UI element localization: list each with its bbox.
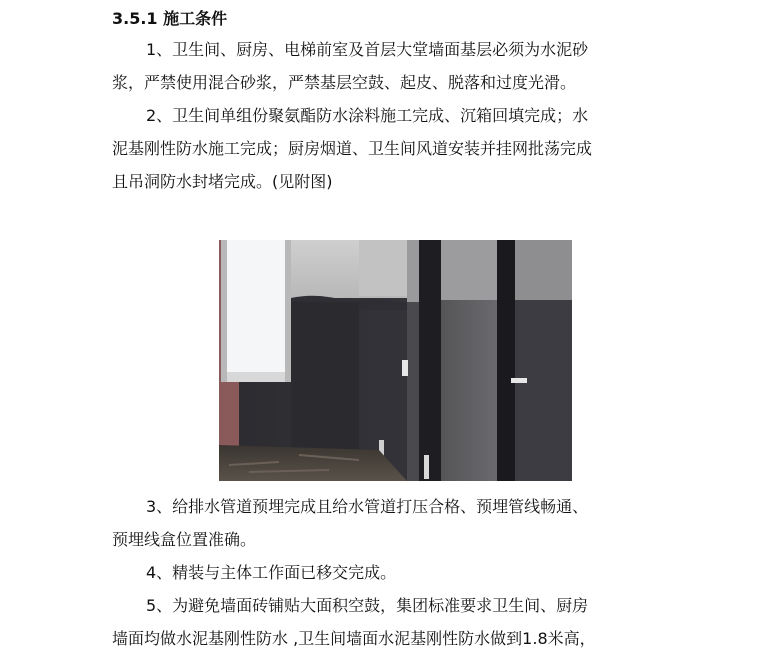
paragraph-5-line-1: 5、为避免墙面砖铺贴大面积空鼓，集团标准要求卫生间、厨房: [146, 596, 589, 615]
paragraph-3-line-2: 预埋线盒位置准确。: [112, 530, 257, 549]
paragraph-3-line-1: 3、给排水管道预埋完成且给水管道打压合格、预埋管线畅通、: [146, 497, 589, 516]
paragraph-2-line-1: 2、卫生间单组份聚氨酯防水涂料施工完成、沉箱回填完成；水: [146, 106, 589, 125]
paragraph-2-line-3: 且吊洞防水封堵完成。(见附图): [112, 172, 333, 191]
paragraph-1-line-1: 1、卫生间、厨房、电梯前室及首层大堂墙面基层必须为水泥砂: [146, 40, 589, 59]
paragraph-4-line-1: 4、精装与主体工作面已移交完成。: [146, 563, 397, 582]
section-heading: 3.5.1 施工条件: [112, 9, 228, 28]
paragraph-1-line-2: 浆，严禁使用混合砂浆，严禁基层空鼓、起皮、脱落和过度光滑。: [112, 73, 577, 92]
paragraph-2-line-2: 泥基刚性防水施工完成；厨房烟道、卫生间风道安装并挂网批荡完成: [112, 139, 593, 158]
bathroom-waterproofing-photo: [219, 240, 572, 481]
paragraph-5-line-2: 墙面均做水泥基刚性防水 ,卫生间墙面水泥基刚性防水做到1.8米高，: [112, 629, 596, 648]
